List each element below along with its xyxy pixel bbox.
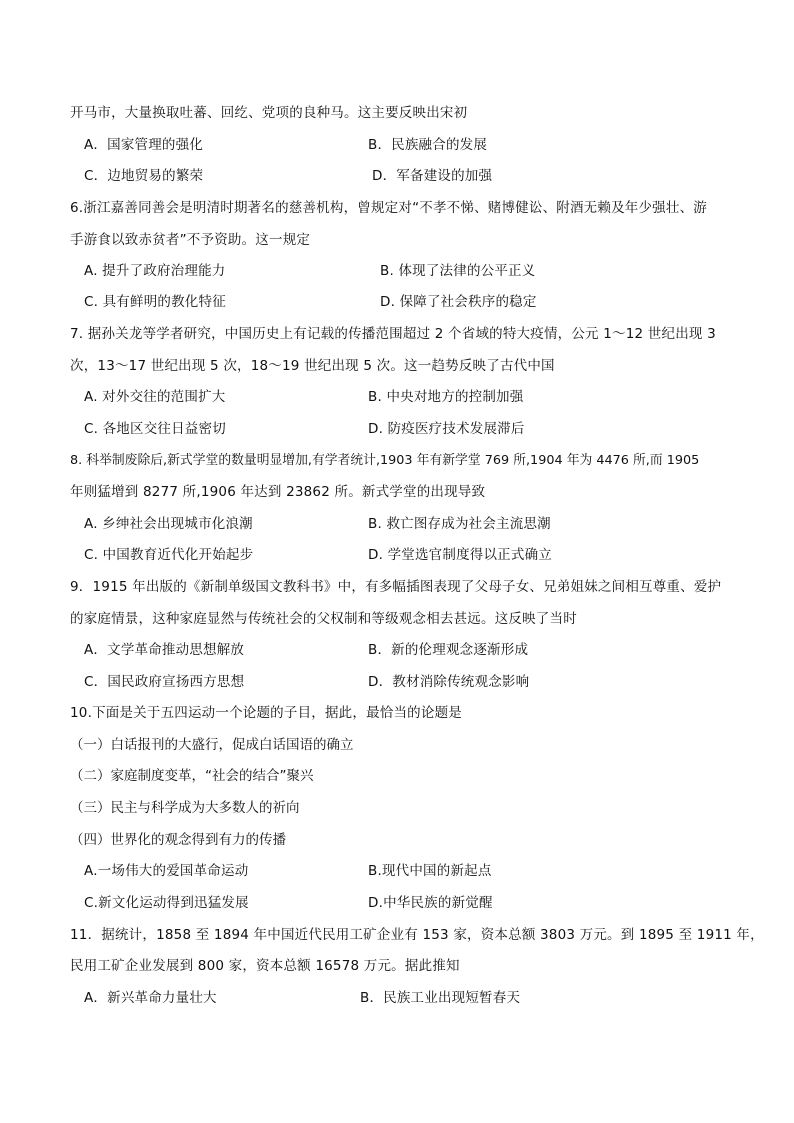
q8-option-c[interactable]: C. 中国教育近代化开始起步: [84, 547, 254, 563]
q8-option-b[interactable]: B. 救亡图存成为社会主流思潮: [368, 516, 551, 532]
q8-option-a[interactable]: A. 乡绅社会出现城市化浪潮: [84, 516, 253, 532]
q6-stem-line1: 6.浙江嘉善同善会是明清时期著名的慈善机构，曾规定对“不孝不悌、赌博健讼、附酒无赖及年少强壮、游: [70, 200, 707, 216]
q10-option-d[interactable]: D.中华民族的新觉醒: [368, 895, 493, 911]
q5-option-a[interactable]: A．国家管理的强化: [84, 137, 204, 153]
q9-option-b[interactable]: B．新的伦理观念逐渐形成: [368, 642, 529, 658]
q10-sub-1: （一）白话报刊的大盛行，促成白话国语的确立: [70, 737, 354, 753]
q9-option-a[interactable]: A．文学革命推动思想解放: [84, 642, 245, 658]
q6-option-c[interactable]: C. 具有鲜明的教化特征: [84, 294, 226, 310]
q10-sub-2: （二）家庭制度变革，“社会的结合”聚兴: [70, 768, 314, 784]
q9-stem-line2: 的家庭情景，这种家庭显然与传统社会的父权制和等级观念相去甚远。这反映了当时: [70, 611, 577, 627]
q6-stem-line2: 手游食以致赤贫者”不予资助。这一规定: [70, 232, 311, 248]
q9-option-c[interactable]: C．国民政府宣扬西方思想: [84, 674, 245, 690]
q9-stem-line1: 9．1915 年出版的《新制单级国文教科书》中，有多幅插图表现了父母子女、兄弟姐妹之间相互尊重、爱护: [70, 579, 722, 595]
q8-stem-line1: 8. 科举制废除后,新式学堂的数量明显增加,有学者统计,1903 年有新学堂 769 所,1904 年为 4476 所,而 1905: [70, 453, 700, 468]
q8-stem-line2: 年则猛增到 8277 所,1906 年达到 23862 所。新式学堂的出现导致: [70, 484, 486, 500]
q10-stem: 10.下面是关于五四运动一个论题的子目，据此，最恰当的论题是: [70, 705, 462, 721]
q5-option-b[interactable]: B．民族融合的发展: [368, 137, 488, 153]
q11-option-a[interactable]: A．新兴革命力量壮大: [84, 990, 217, 1006]
q10-option-b[interactable]: B.现代中国的新起点: [368, 863, 492, 879]
q10-option-c[interactable]: C.新文化运动得到迅猛发展: [84, 895, 249, 911]
q5-option-c[interactable]: C．边地贸易的繁荣: [84, 168, 204, 184]
q5-option-d[interactable]: D．军备建设的加强: [372, 168, 493, 184]
q7-stem-line1: 7. 据孙关龙等学者研究，中国历史上有记载的传播范围超过 2 个省域的特大疫情，公元 1～12 世纪出现 3: [70, 326, 716, 342]
q6-option-b[interactable]: B. 体现了法律的公平正义: [380, 263, 536, 279]
q8-option-d[interactable]: D. 学堂选官制度得以正式确立: [368, 547, 552, 563]
q9-option-d[interactable]: D．教材消除传统观念影响: [368, 674, 530, 690]
q6-option-d[interactable]: D. 保障了社会秩序的稳定: [380, 294, 537, 310]
q7-option-a[interactable]: A. 对外交往的范围扩大: [84, 389, 226, 405]
q10-sub-3: （三）民主与科学成为大多数人的祈向: [70, 800, 300, 816]
q11-stem-line2: 民用工矿企业发展到 800 家，资本总额 16578 万元。据此推知: [70, 958, 460, 974]
q7-option-c[interactable]: C. 各地区交往日益密切: [84, 421, 226, 437]
q7-stem-line2: 次，13～17 世纪出现 5 次，18～19 世纪出现 5 次。这一趋势反映了古代中国: [70, 358, 555, 374]
q11-option-b[interactable]: B．民族工业出现短暂春天: [360, 990, 521, 1006]
q7-option-b[interactable]: B. 中央对地方的控制加强: [368, 389, 524, 405]
q10-sub-4: （四）世界化的观念得到有力的传播: [70, 832, 286, 848]
q11-stem-line1: 11．据统计，1858 至 1894 年中国近代民用工矿企业有 153 家，资本总额 3803 万元。到 1895 至 1911 年，: [70, 927, 764, 943]
q10-option-a[interactable]: A.一场伟大的爱国革命运动: [84, 863, 249, 879]
q5-stem: 开马市，大量换取吐蕃、回纥、党项的良种马。这主要反映出宋初: [70, 105, 468, 121]
q7-option-d[interactable]: D. 防疫医疗技术发展滞后: [368, 421, 525, 437]
q6-option-a[interactable]: A. 提升了政府治理能力: [84, 263, 226, 279]
